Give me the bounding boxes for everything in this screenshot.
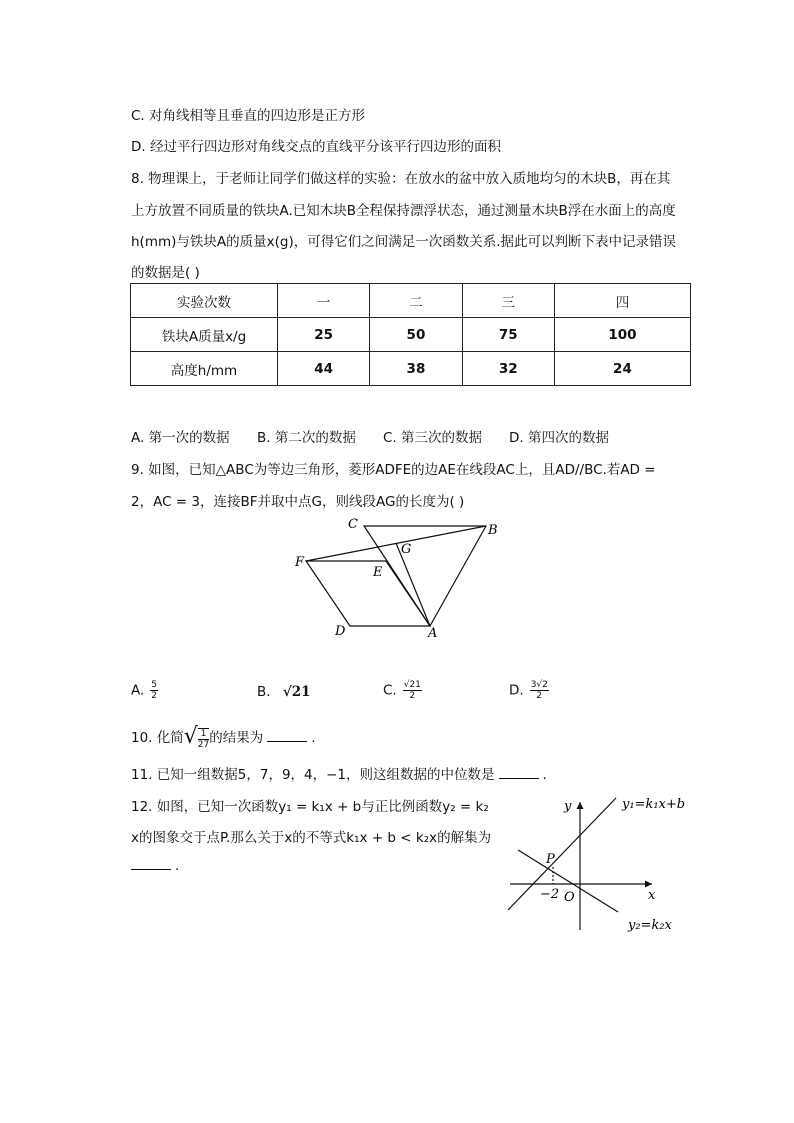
q10-suffix: 的结果为 [209,730,264,746]
answer-blank[interactable] [131,869,171,870]
answer-blank[interactable] [267,741,307,742]
table-cell: 铁块A质量x/g [131,318,278,352]
option-label: D. [509,682,524,699]
fraction: $\frac{5}{2}$ [151,680,158,701]
q8-option-c: C. 第三次的数据 [383,430,483,446]
table-cell: 32 [462,352,554,386]
option-label: C. [383,682,397,699]
period: . [175,858,180,874]
table-cell: 100 [554,318,690,352]
experiment-table [130,283,691,386]
table-cell: 二 [370,284,462,318]
q9-option-d [509,680,549,701]
table-row [131,284,691,318]
table-cell: 50 [370,318,462,352]
table-cell: 25 [278,318,370,352]
label-b: B [488,523,498,538]
line-y1-label: y₁=k₁x+b [622,797,686,812]
label-c: C [348,517,358,532]
q8-option-d: D. 第四次的数据 [509,430,609,446]
x-axis-label: x [648,888,656,903]
fraction: $\frac{√21}{2}$ [403,680,421,701]
point-p-label: P [546,852,555,867]
q12-line-1: 12. 如图，已知一次函数y₁ = k₁x + b与正比例函数y₂ = k₂ [131,799,489,815]
label-g: G [401,542,412,557]
line-y2-label: y₂=k₂x [628,918,672,933]
rhombus-adfe [306,561,430,626]
label-f: F [295,555,305,570]
label-d: D [335,624,346,639]
table-cell: 24 [554,352,690,386]
y-axis-label: y [564,799,572,814]
table-cell: 一 [278,284,370,318]
table-cell: 38 [370,352,462,386]
option-value: √21 [282,684,311,700]
q12-graph [500,790,700,940]
q11-text: 11. 已知一组数据5，7，9，4，−1，则这组数据的中位数是 [131,767,495,783]
q8-line-3: h(mm)与铁块A的质量x(g)，可得它们之间满足一次函数关系.据此可以判断下表中记录错误 [131,234,677,250]
q9-line-1: 9. 如图，已知△ABC为等边三角形，菱形ADFE的边AE在线段AC上，且AD//BC.若AD = [131,462,656,478]
period: . [542,767,547,783]
answer-blank[interactable] [499,778,539,779]
q9-option-b [257,684,311,700]
q12-line-2: x的图象交于点P.那么关于x的不等式k₁x + b < k₂x的解集为 [131,830,492,846]
q10-line [131,726,316,750]
table-cell: 44 [278,352,370,386]
table-cell: 三 [462,284,554,318]
q8-option-a: A. 第一次的数据 [131,430,230,446]
tick-label: −2 [540,887,560,902]
q8-option-b: B. 第二次的数据 [257,430,356,446]
q9-option-c [383,680,422,701]
table-row [131,352,691,386]
statement-c: C. 对角线相等且垂直的四边形是正方形 [131,108,366,124]
q12-line-3 [131,858,179,874]
table-cell: 高度h/mm [131,352,278,386]
q8-line-1: 8. 物理课上，于老师让同学们做这样的实验：在放水的盆中放入质地均匀的木块B，再在其 [131,171,671,187]
table-cell: 四 [554,284,690,318]
fraction: $\frac{1}{27}$ [197,729,210,750]
q11-line [131,763,547,783]
origin-label: O [564,890,575,905]
q10-prefix: 10. 化简 [131,730,184,746]
label-a: A [428,626,438,641]
table-cell: 实验次数 [131,284,278,318]
fraction: $\frac{3√2}{2}$ [530,680,548,701]
option-label: B. [257,684,271,700]
q9-line-2: 2，AC = 3，连接BF并取中点G，则线段AG的长度为( ) [131,494,465,510]
q9-geometry-figure [290,514,510,644]
table-cell: 75 [462,318,554,352]
period: . [311,730,316,746]
label-e: E [373,565,383,580]
q9-option-a [131,680,158,701]
q8-line-2: 上方放置不同质量的铁块A.已知木块B全程保持漂浮状态，通过测量木块B浮在水面上的高度 [131,203,676,219]
statement-d: D. 经过平行四边形对角线交点的直线平分该平行四边形的面积 [131,139,501,155]
option-label: A. [131,682,145,699]
q8-line-4: 的数据是( ) [131,265,200,281]
radical: √ $\frac{1}{27}$ [183,724,210,750]
table-row [131,318,691,352]
